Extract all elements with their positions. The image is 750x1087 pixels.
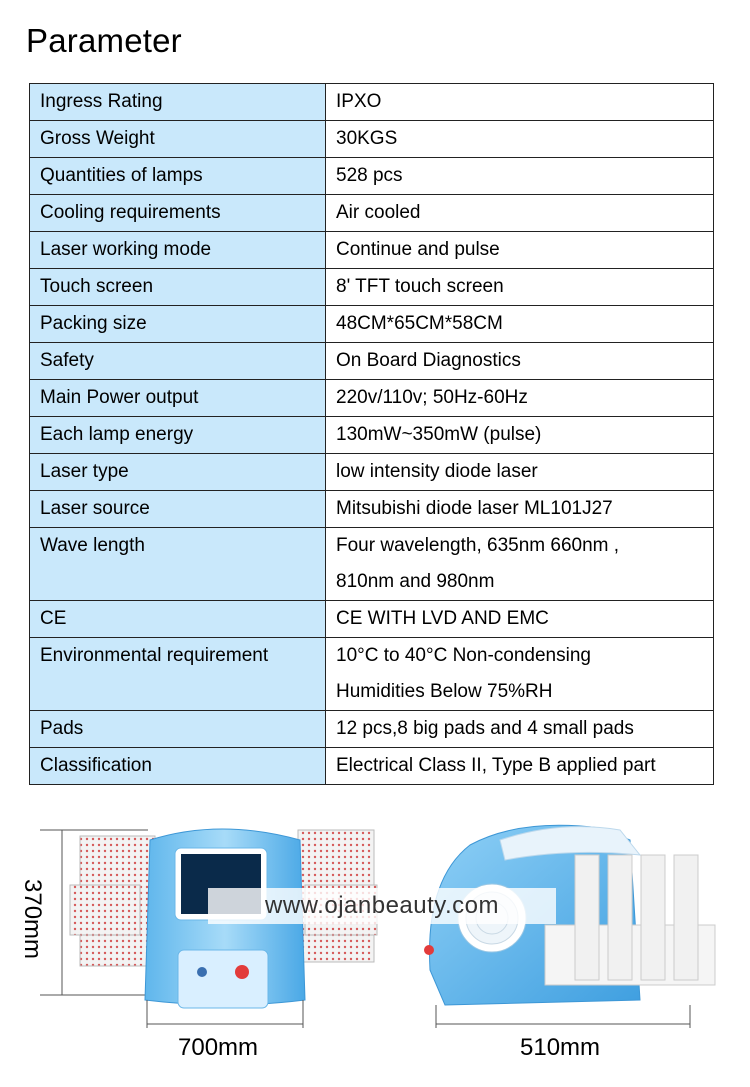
product-dimension-figure	[0, 800, 750, 1087]
side-width-label: 510mm	[520, 1034, 601, 1061]
table-row	[30, 380, 714, 417]
param-value	[326, 638, 714, 711]
table-row	[30, 232, 714, 269]
param-value	[326, 528, 714, 601]
param-value: Continue and pulse	[326, 232, 714, 269]
table-row	[30, 417, 714, 454]
param-label: Main Power output	[30, 380, 326, 417]
table-row	[30, 491, 714, 528]
param-value: IPXO	[326, 84, 714, 121]
table-row	[30, 638, 714, 711]
parameter-table	[29, 83, 714, 785]
table-row	[30, 84, 714, 121]
param-label: Laser source	[30, 491, 326, 528]
side-width-dimension	[436, 1005, 690, 1028]
param-label: CE	[30, 601, 326, 638]
param-value: On Board Diagnostics	[326, 343, 714, 380]
table-row	[30, 158, 714, 195]
table-row	[30, 528, 714, 601]
param-value: low intensity diode laser	[326, 454, 714, 491]
param-value: Electrical Class II, Type B applied part	[326, 748, 714, 785]
param-value-line: 810nm and 980nm	[336, 571, 495, 592]
height-dimension-label: 370mm	[19, 879, 46, 960]
param-value: Mitsubishi diode laser ML101J27	[326, 491, 714, 528]
param-value-line: Humidities Below 75%RH	[336, 681, 553, 702]
param-value: 130mW~350mW (pulse)	[326, 417, 714, 454]
table-row	[30, 601, 714, 638]
param-label: Gross Weight	[30, 121, 326, 158]
table-row	[30, 306, 714, 343]
param-label: Classification	[30, 748, 326, 785]
watermark-text: www.ojanbeauty.com	[208, 888, 556, 924]
param-label: Packing size	[30, 306, 326, 343]
param-value: 528 pcs	[326, 158, 714, 195]
param-value-line: Four wavelength, 635nm 660nm ,	[336, 535, 620, 556]
param-label: Quantities of lamps	[30, 158, 326, 195]
page-title: Parameter	[26, 22, 182, 59]
param-label: Wave length	[30, 528, 326, 601]
param-label: Each lamp energy	[30, 417, 326, 454]
param-value: 12 pcs,8 big pads and 4 small pads	[326, 711, 714, 748]
param-value: Air cooled	[326, 195, 714, 232]
param-value: 48CM*65CM*58CM	[326, 306, 714, 343]
table-row	[30, 195, 714, 232]
table-row	[30, 454, 714, 491]
table-row	[30, 121, 714, 158]
param-value: 8' TFT touch screen	[326, 269, 714, 306]
param-label: Ingress Rating	[30, 84, 326, 121]
param-label: Safety	[30, 343, 326, 380]
table-row	[30, 343, 714, 380]
param-label: Pads	[30, 711, 326, 748]
param-value: 220v/110v; 50Hz-60Hz	[326, 380, 714, 417]
param-label: Laser working mode	[30, 232, 326, 269]
table-row	[30, 748, 714, 785]
param-label: Touch screen	[30, 269, 326, 306]
param-value: CE WITH LVD AND EMC	[326, 601, 714, 638]
front-width-label: 700mm	[178, 1034, 259, 1061]
param-label: Environmental requirement	[30, 638, 326, 711]
param-value-line: 10°C to 40°C Non-condensing	[336, 645, 591, 666]
table-row	[30, 711, 714, 748]
param-value: 30KGS	[326, 121, 714, 158]
param-label: Cooling requirements	[30, 195, 326, 232]
param-label: Laser type	[30, 454, 326, 491]
table-row	[30, 269, 714, 306]
